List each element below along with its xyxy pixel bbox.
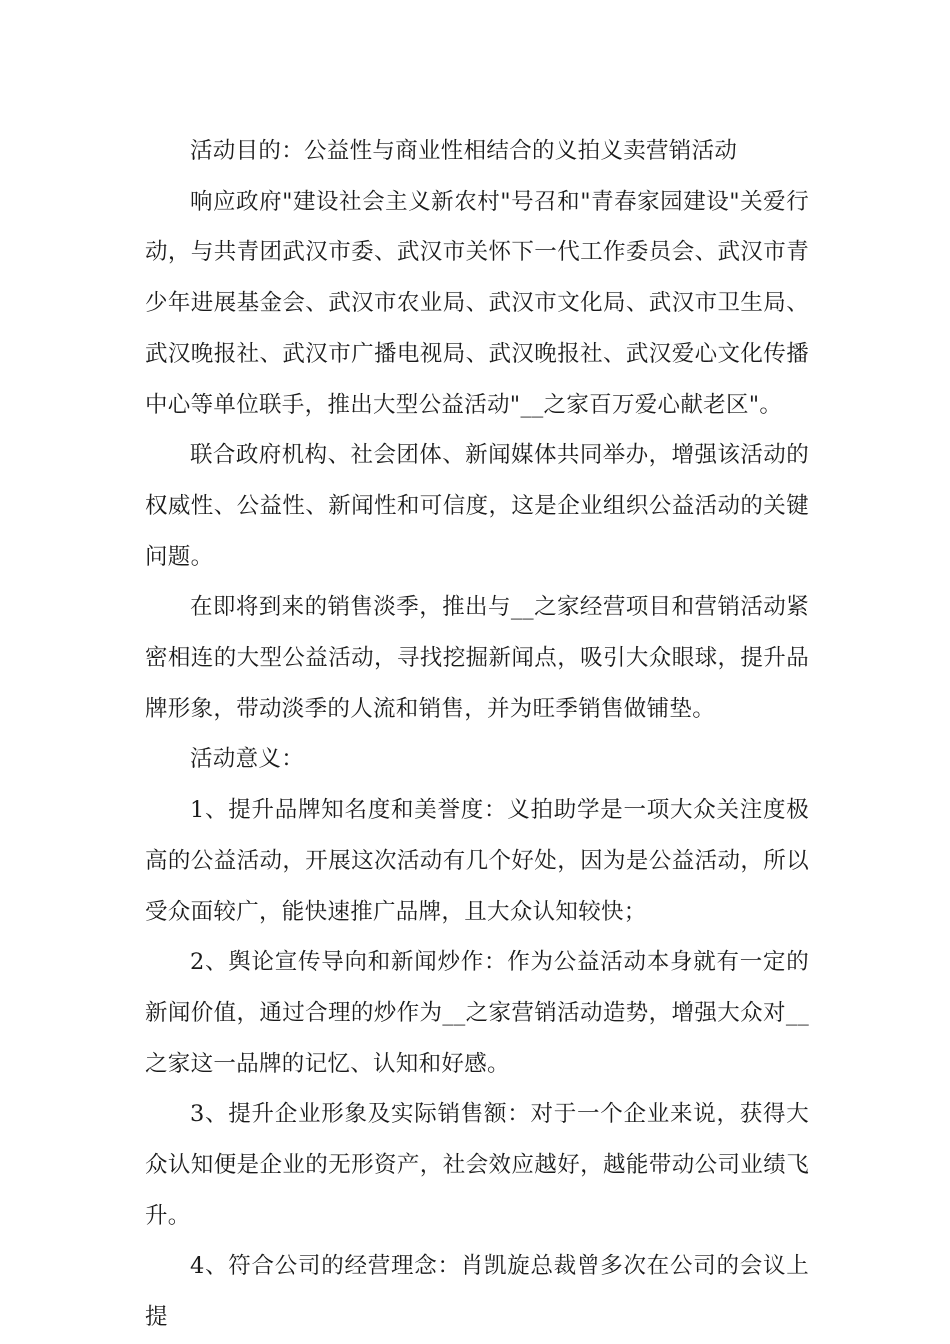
paragraph-point-1: 1、提升品牌知名度和美誉度：义拍助学是一项大众关注度极高的公益活动，开展这次活动有几个好处，因为是公益活动，所以受众面较广，能快速推广品牌，且大众认知较快； [145, 797, 809, 925]
paragraph-point-4: 4、符合公司的经营理念：肖凯旋总裁曾多次在公司的会议上提 [145, 1253, 809, 1331]
paragraph-point-3: 3、提升企业形象及实际销售额：对于一个企业来说，获得大众认知便是企业的无形资产，社会效应越好，越能带动公司业绩飞升。 [145, 1101, 809, 1229]
paragraph-off-season: 在即将到来的销售淡季，推出与__之家经营项目和营销活动紧密相连的大型公益活动，寻找挖掘新闻点，吸引大众眼球，提升品牌形象，带动淡季的人流和销售，并为旺季销售做铺垫。 [145, 594, 809, 722]
document-body [145, 126, 809, 1343]
paragraph-point-2: 2、舆论宣传导向和新闻炒作：作为公益活动本身就有一定的新闻价值，通过合理的炒作为__之家营销活动造势，增强大众对__之家这一品牌的记忆、认知和好感。 [145, 949, 809, 1077]
paragraph-government-response: 响应政府"建设社会主义新农村"号召和"青春家园建设"关爱行动，与共青团武汉市委、武汉市关怀下一代工作委员会、武汉市青少年进展基金会、武汉市农业局、武汉市文化局、武汉市卫生局、武汉晚报社、武汉市广播电视局、武汉晚报社、武汉爱心文化传播中心等单位联手，推出大型公益活动"__之家百万爱心献老区"。 [145, 188, 809, 418]
paragraph-activity-purpose: 活动目的：公益性与商业性相结合的义拍义卖营销活动 [190, 138, 738, 164]
paragraph-joint-organization: 联合政府机构、社会团体、新闻媒体共同举办，增强该活动的权威性、公益性、新闻性和可信度，这是企业组织公益活动的关键问题。 [145, 442, 809, 570]
paragraph-activity-significance-heading: 活动意义： [190, 746, 305, 773]
